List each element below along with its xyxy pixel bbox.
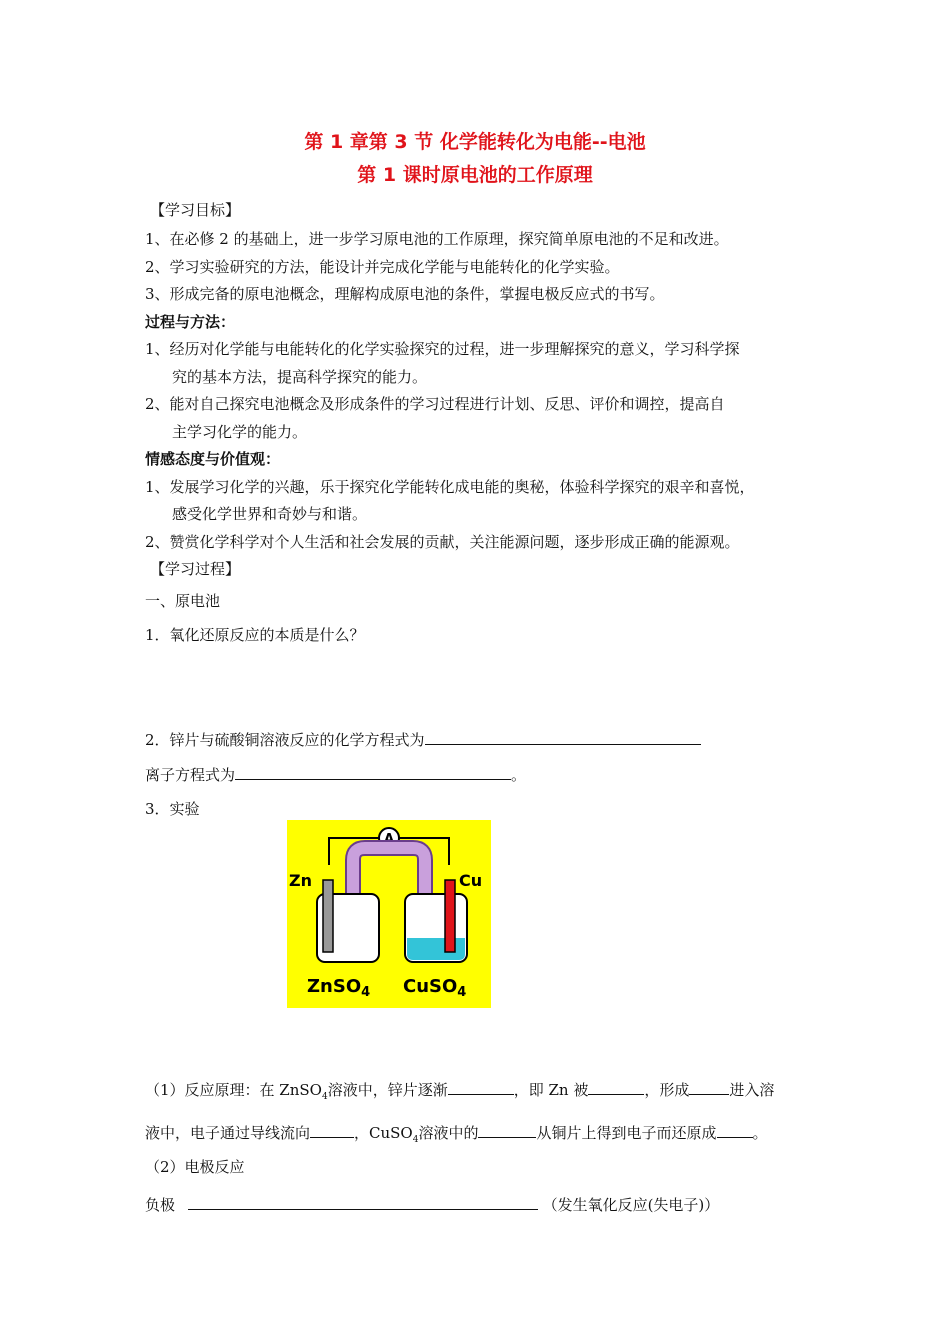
question-2-ionic <box>145 763 526 785</box>
question-2 <box>145 728 701 750</box>
cuso4-solution <box>407 938 465 960</box>
cu-label: Cu <box>459 871 483 890</box>
process-item: 2、能对自己探究电池概念及形成条件的学习过程进行计划、反思、评价和调控，提高自 <box>145 395 725 413</box>
period: 。 <box>511 766 527 784</box>
attitude-item: 1、发展学习化学的兴趣，乐于探究化学能转化成电能的奥秘，体验科学探究的艰辛和喜悦， <box>145 478 755 496</box>
negative-electrode-line: 负极 （发生氧化反应(失电子)） <box>145 1193 719 1215</box>
answer-blank[interactable] <box>448 1078 514 1095</box>
process-item: 1、经历对化学能与电能转化的化学实验探究的过程，进一步理解探究的意义，学习科学探 <box>145 340 740 358</box>
process-method-heading: 过程与方法： <box>145 313 236 331</box>
zn-label: Zn <box>289 871 312 890</box>
objectives-heading: 【学习目标】 <box>150 201 241 219</box>
electrode-heading: （2）电极反应 <box>145 1158 245 1176</box>
process-item-cont: 究的基本方法，提高科学探究的能力。 <box>172 368 428 386</box>
process-item-cont: 主学习化学的能力。 <box>172 423 308 441</box>
page-subtitle: 第 1 课时原电池的工作原理 <box>357 164 593 186</box>
page-title: 第 1 章第 3 节 化学能转化为电能--电池 <box>304 131 646 153</box>
answer-blank[interactable] <box>425 728 701 745</box>
objective-item: 2、学习实验研究的方法，能设计并完成化学能与电能转化的化学实验。 <box>145 258 620 276</box>
ionic-label: 离子方程式为 <box>145 766 236 784</box>
question-3: 3．实验 <box>145 800 200 818</box>
cuso4-label: CuSO$_4$ <box>403 976 467 1000</box>
answer-blank[interactable] <box>188 1193 538 1210</box>
reaction-principle-line2: 液中，电子通过导线流向 ，CuSO$_4$溶液中的 从铜片上得到电子而还原成 。 <box>145 1121 768 1145</box>
galvanic-cell-diagram <box>287 820 491 1008</box>
answer-blank[interactable] <box>717 1121 753 1138</box>
znso4-label: ZnSO$_4$ <box>307 976 371 1000</box>
attitude-item-cont: 感受化学世界和奇妙与和谐。 <box>172 505 368 523</box>
objective-item: 3、形成完备的原电池概念，理解构成原电池的条件，掌握电极反应式的书写。 <box>145 285 665 303</box>
question-1: 1．氧化还原反应的本质是什么？ <box>145 626 365 644</box>
objective-item: 1、在必修 2 的基础上，进一步学习原电池的工作原理，探究简单原电池的不足和改进。 <box>145 230 729 248</box>
copper-electrode <box>445 880 455 952</box>
question-2-text: 2．锌片与硫酸铜溶液反应的化学方程式为 <box>145 731 425 749</box>
attitude-heading: 情感态度与价值观： <box>145 450 281 468</box>
study-process-heading: 【学习过程】 <box>150 560 241 578</box>
answer-blank[interactable] <box>235 763 511 780</box>
galvanic-cell-figure <box>287 820 491 1008</box>
reaction-principle-line1: （1）反应原理：在 ZnSO$_4$溶液中，锌片逐渐 ，即 Zn 被 ，形成 进入溶 <box>145 1078 774 1102</box>
ammeter-label: A <box>383 832 395 847</box>
attitude-item: 2、赞赏化学科学对个人生活和社会发展的贡献，关注能源问题，逐步形成正确的能源观。 <box>145 533 740 551</box>
zinc-electrode <box>323 880 333 952</box>
answer-blank[interactable] <box>310 1121 354 1138</box>
answer-blank[interactable] <box>689 1078 729 1095</box>
section-heading: 一、原电池 <box>145 592 221 610</box>
answer-blank[interactable] <box>588 1078 644 1095</box>
answer-blank[interactable] <box>478 1121 536 1138</box>
